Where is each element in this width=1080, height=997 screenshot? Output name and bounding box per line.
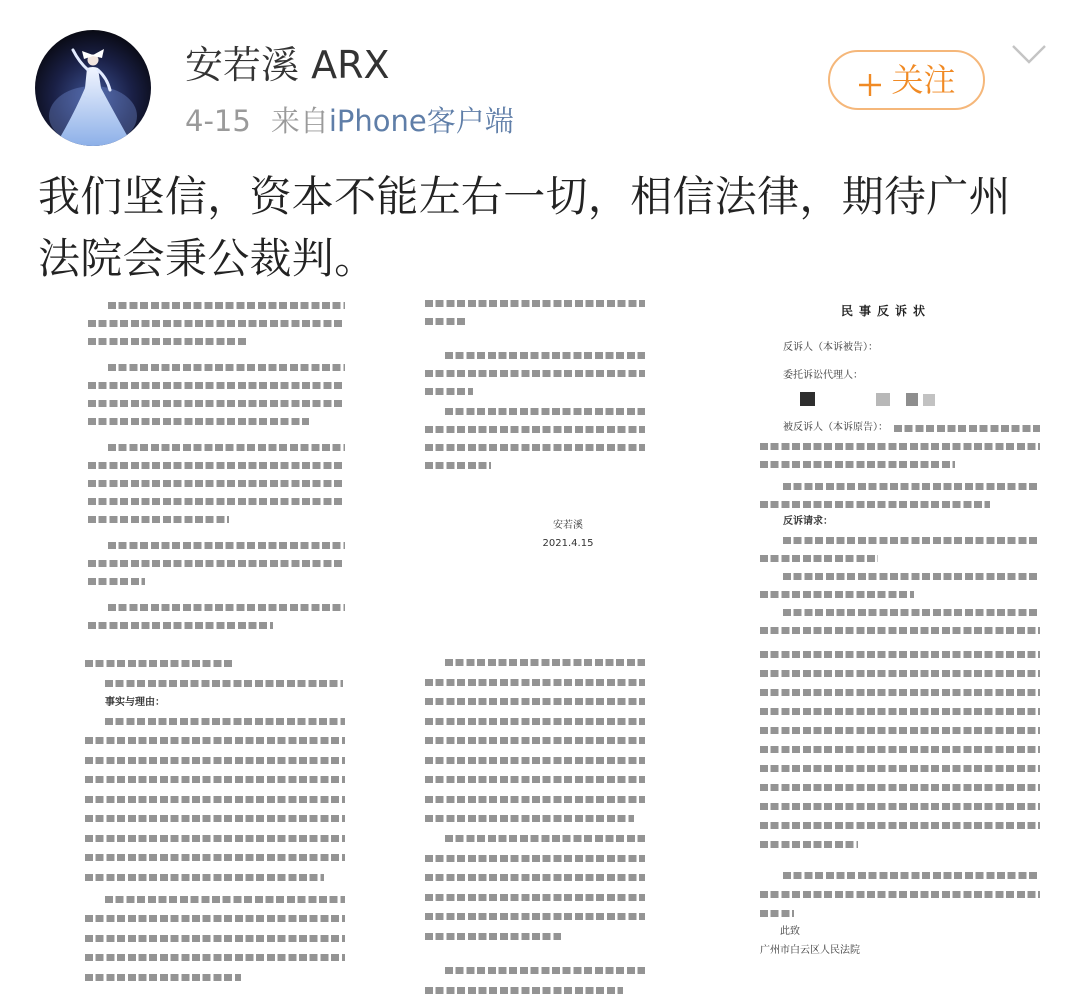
- source-link[interactable]: iPhone客户端: [328, 104, 514, 138]
- document-text-line: [85, 935, 345, 942]
- document-text-line: [108, 364, 345, 371]
- document-text-line: [783, 537, 1040, 544]
- document-text-line: [760, 803, 1040, 810]
- follow-button[interactable]: [828, 50, 985, 110]
- post-text: 我们坚信，资本不能左右一切，相信法律，期待广州法院会秉公裁判。: [38, 172, 1011, 283]
- document-text-line: [85, 854, 345, 861]
- document-text-line: [760, 555, 878, 562]
- document-text-line: [760, 727, 1040, 734]
- document-text-line: [425, 698, 645, 705]
- document-text-line: [760, 651, 1040, 658]
- document-text-line: [425, 388, 473, 395]
- document-text-line: [445, 835, 645, 842]
- document-text-line: [760, 746, 1040, 753]
- document-text-line: [445, 408, 645, 415]
- post-image[interactable]: [377, 647, 711, 997]
- document-text-line: [760, 841, 858, 848]
- post-image[interactable]: [716, 292, 1050, 642]
- document-text-line: [760, 784, 1040, 791]
- document-text-line: [425, 776, 645, 783]
- document-text-line: [425, 757, 645, 764]
- document-text-line: [85, 776, 345, 783]
- document-text-line: [85, 737, 345, 744]
- document-text-line: [85, 757, 345, 764]
- document-text-line: [783, 609, 1040, 616]
- document-text-line: [88, 516, 229, 523]
- document-text-line: [85, 974, 241, 981]
- document-text-line: [105, 718, 345, 725]
- document-text-line: [88, 480, 345, 487]
- document-text-line: [88, 462, 345, 469]
- document-text-line: [88, 498, 345, 505]
- document-text-line: [425, 737, 645, 744]
- document-text-line: [105, 680, 343, 687]
- document-text-line: [425, 933, 561, 940]
- post-image[interactable]: [716, 647, 1050, 997]
- post-image[interactable]: [38, 292, 372, 642]
- document-text-line: [783, 483, 1040, 490]
- document-text-line: [760, 891, 1040, 898]
- post-meta: [185, 100, 514, 142]
- document-text-line: [108, 444, 345, 451]
- document-text-line: [425, 318, 465, 325]
- document-text-line: [445, 967, 645, 974]
- document-text-line: [85, 874, 324, 881]
- document-text-line: [445, 659, 645, 666]
- document-text-line: [108, 542, 345, 549]
- document-text-line: [760, 443, 1040, 450]
- redaction-block: [800, 392, 815, 406]
- document-text-line: [425, 894, 645, 901]
- counter-defendant-label: 被反诉人（本诉原告）：: [783, 422, 888, 433]
- document-text-line: [760, 501, 990, 508]
- document-text-line: [425, 987, 623, 994]
- document-text-line: [425, 796, 645, 803]
- document-text-line: [425, 815, 634, 822]
- document-text-line: [783, 872, 1040, 879]
- document-text-line: [85, 660, 235, 667]
- document-text-line: [85, 915, 345, 922]
- document-text-line: [894, 425, 1040, 432]
- author-name[interactable]: 安若溪 ARX: [185, 43, 390, 87]
- plus-icon: [857, 67, 883, 93]
- document-text-line: [425, 300, 645, 307]
- document-text-line: [88, 400, 345, 407]
- document-text-line: [425, 718, 645, 725]
- document-text-line: [760, 765, 1040, 772]
- document-text-line: [425, 855, 645, 862]
- agent-label: 委托诉讼代理人：: [783, 370, 863, 381]
- court-name: 广州市白云区人民法院: [760, 945, 860, 956]
- document-text-line: [88, 560, 345, 567]
- document-text-line: [88, 320, 345, 327]
- post-image[interactable]: [38, 647, 372, 997]
- document-text-line: [88, 578, 145, 585]
- document-text-line: [425, 913, 645, 920]
- post-date: 4-15: [185, 104, 251, 138]
- document-text-line: [88, 382, 345, 389]
- document-text-line: [85, 835, 345, 842]
- avatar-image: [35, 30, 151, 146]
- document-text-line: [425, 874, 645, 881]
- document-text-line: [760, 689, 1040, 696]
- redaction-block: [906, 393, 918, 406]
- follow-button-label: 关注: [891, 61, 956, 99]
- document-text-line: [85, 815, 345, 822]
- document-text-line: [760, 708, 1040, 715]
- document-text-line: [85, 796, 345, 803]
- document-text-line: [425, 444, 645, 451]
- document-text-line: [425, 426, 645, 433]
- document-text-line: [783, 573, 1040, 580]
- document-title: 民事反诉状: [840, 304, 931, 318]
- document-text-line: [445, 352, 645, 359]
- claims-label: 反诉请求：: [783, 516, 833, 527]
- document-text-line: [88, 622, 273, 629]
- document-text-line: [88, 418, 309, 425]
- document-text-line: [760, 591, 914, 598]
- letter-signature: 安若溪: [553, 520, 583, 531]
- counterclaimant-label: 反诉人（本诉被告）：: [783, 342, 878, 353]
- document-text-line: [760, 910, 794, 917]
- facts-label: 事实与理由：: [105, 697, 165, 708]
- document-text-line: [760, 670, 1040, 677]
- post-image[interactable]: [377, 292, 711, 642]
- document-text-line: [760, 461, 955, 468]
- document-text-line: [425, 462, 491, 469]
- avatar[interactable]: [35, 30, 151, 146]
- document-text-line: [425, 679, 645, 686]
- document-text-line: [760, 822, 1040, 829]
- document-text-line: [108, 604, 345, 611]
- document-text-line: [85, 954, 345, 961]
- document-text-line: [108, 302, 345, 309]
- redaction-block: [876, 393, 890, 406]
- source-prefix: 来自: [270, 104, 329, 138]
- closing-text: 此致: [780, 926, 800, 937]
- letter-date: 2021.4.15: [542, 538, 594, 549]
- redaction-block: [923, 394, 935, 406]
- document-text-line: [760, 627, 1040, 634]
- document-text-line: [88, 338, 247, 345]
- document-text-line: [425, 370, 645, 377]
- chevron-down-icon[interactable]: [1010, 42, 1048, 68]
- document-text-line: [105, 896, 345, 903]
